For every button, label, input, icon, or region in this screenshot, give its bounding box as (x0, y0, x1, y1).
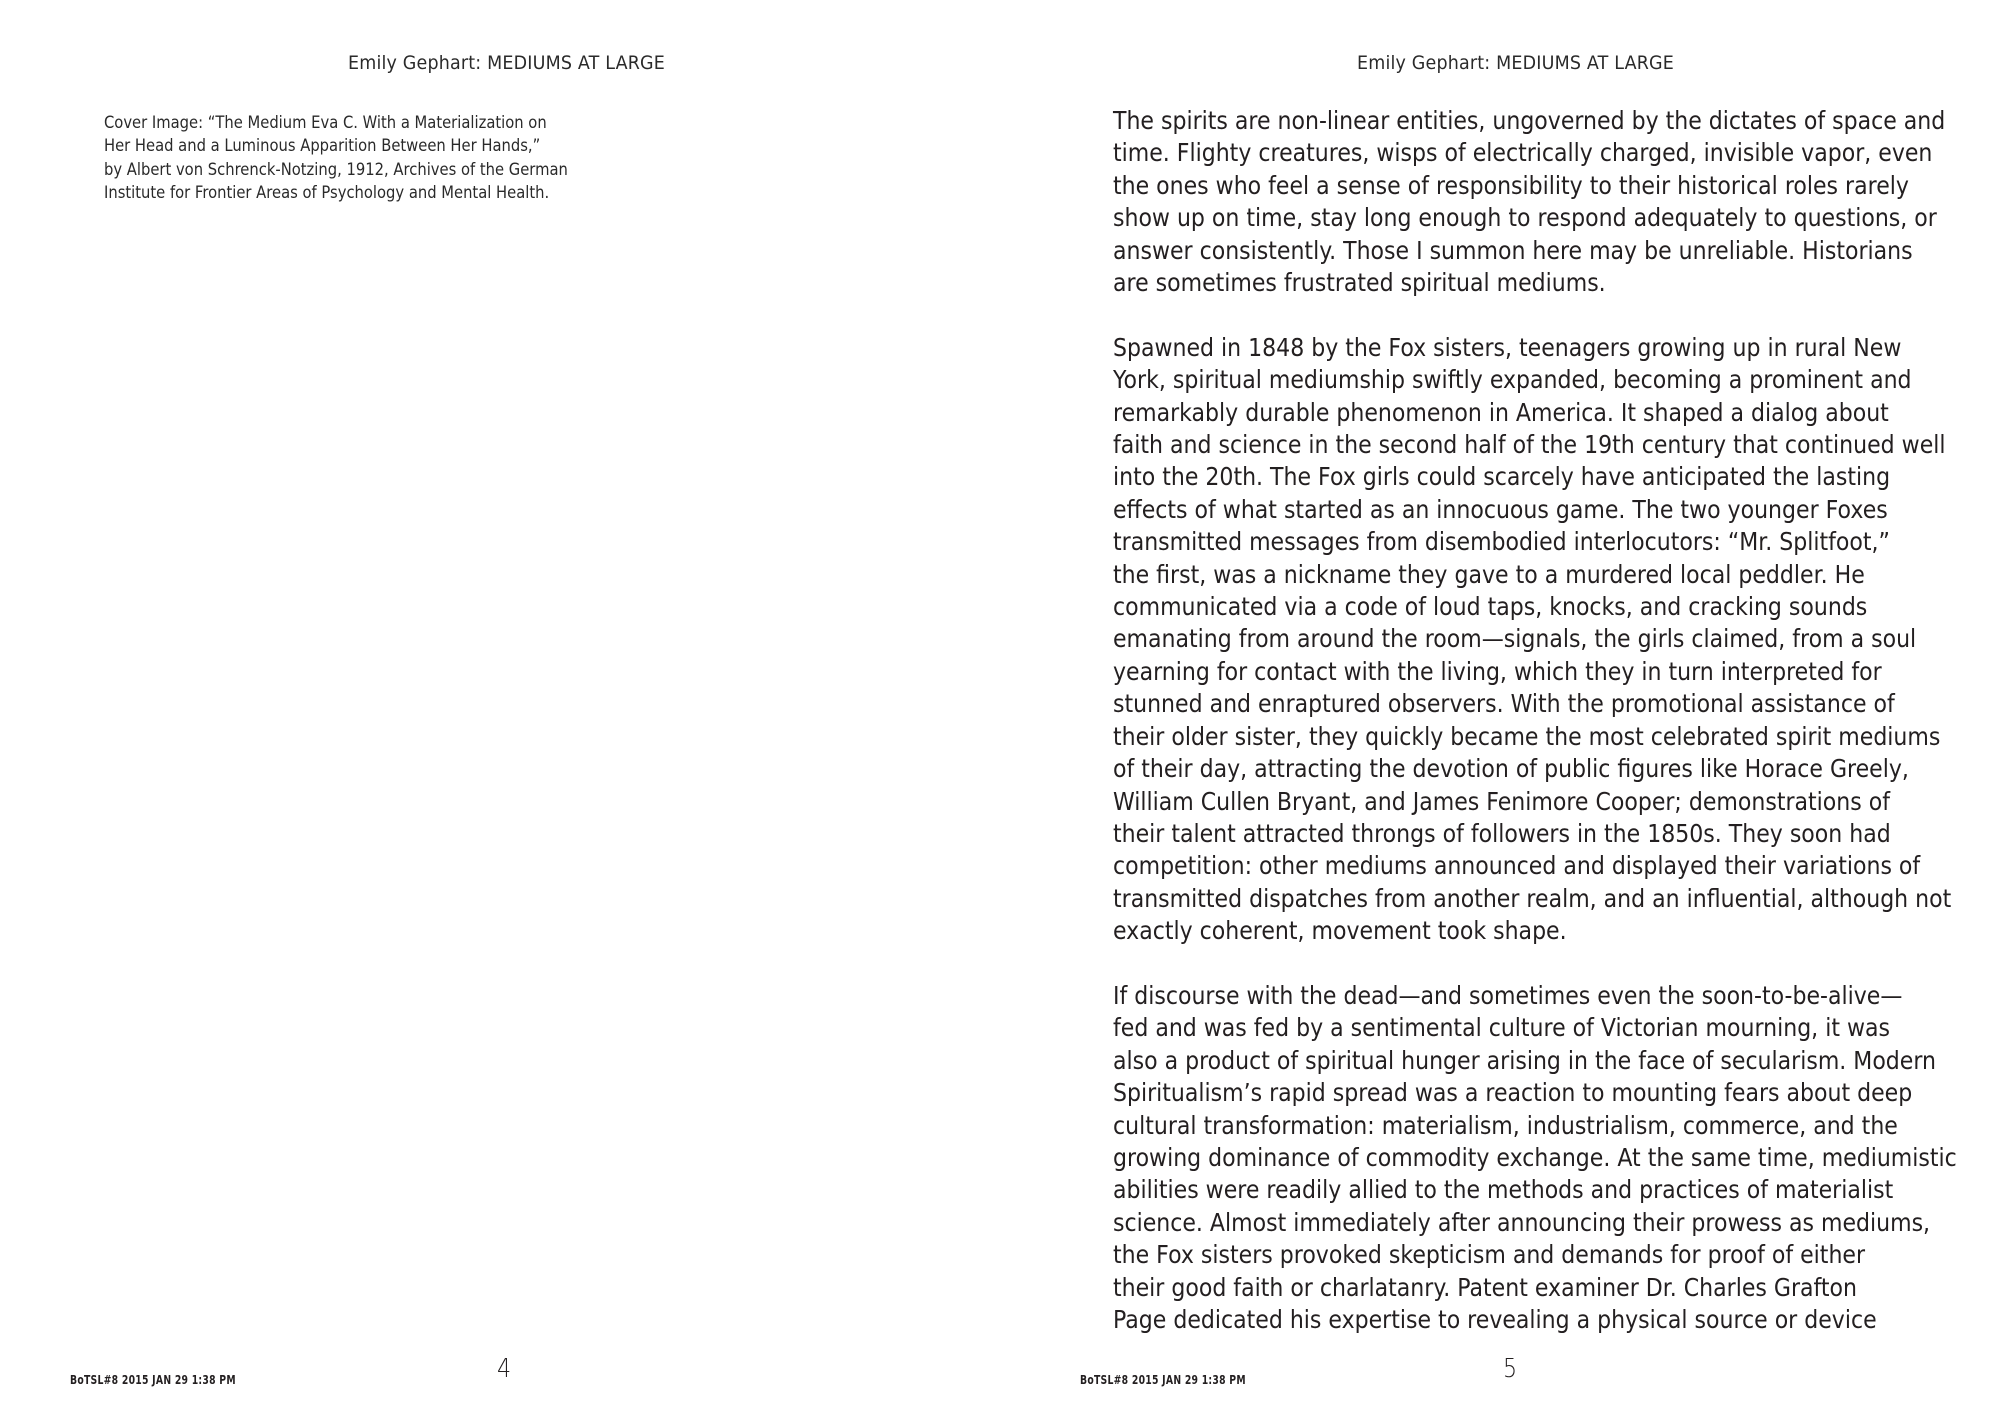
text-line: science. Almost immediately after announcing their prowess as mediums, (1113, 1207, 1931, 1237)
text-line: the Fox sisters provoked skepticism and demands for proof of either (1113, 1240, 1866, 1270)
text-line: The spirits are non-linear entities, ungoverned by the dictates of space and (1113, 106, 1946, 135)
caption-line: by Albert von Schrenck-Notzing, 1912, Archives of the German (104, 159, 568, 179)
text-line: answer consistently. Those I summon here may be unreliable. Historians (1113, 235, 1913, 265)
text-line: exactly coherent, movement took shape. (1113, 916, 1567, 946)
paragraph-1 (1113, 105, 1946, 299)
paragraph-3 (1113, 980, 1957, 1336)
text-line: cultural transformation: materialism, industrialism, commerce, and the (1113, 1110, 1898, 1140)
text-line: William Cullen Bryant, and James Fenimore Cooper; demonstrations of (1113, 786, 1890, 816)
cover-image-caption (104, 111, 608, 204)
caption-line: Cover Image: “The Medium Eva C. With a Materialization on (104, 113, 547, 132)
text-line: their talent attracted throngs of followers in the 1850s. They soon had (1113, 818, 1891, 848)
text-line: their good faith or charlatanry. Patent examiner Dr. Charles Grafton (1113, 1272, 1857, 1302)
text-line: yearning for contact with the living, which they in turn interpreted for (1113, 656, 1882, 686)
text-line: communicated via a code of loud taps, knocks, and cracking sounds (1113, 592, 1868, 622)
paragraph-2 (1113, 332, 1952, 948)
text-line: stunned and enraptured observers. With the promotional assistance of (1113, 689, 1895, 719)
right-page (1000, 0, 2000, 1424)
running-header-right: Emily Gephart: MEDIUMS AT LARGE (1357, 52, 1675, 74)
text-line: If discourse with the dead—and sometimes even the soon-to-be-alive— (1113, 980, 1903, 1010)
print-slug-right: BoTSL#8 2015 JAN 29 1:38 PM (1080, 1372, 1246, 1387)
text-line: abilities were readily allied to the methods and practices of materialist (1113, 1175, 1894, 1205)
text-line: Spawned in 1848 by the Fox sisters, teenagers growing up in rural New (1113, 332, 1902, 362)
text-line: fed and was fed by a sentimental culture of Victorian mourning, it was (1113, 1013, 1890, 1043)
text-line: time. Flighty creatures, wisps of electrically charged, invisible vapor, even (1113, 138, 1933, 168)
text-line: the ones who feel a sense of responsibility to their historical roles rarely (1113, 170, 1909, 200)
text-line: into the 20th. The Fox girls could scarcely have anticipated the lasting (1113, 462, 1891, 492)
page-number-left: 4 (497, 1354, 512, 1384)
text-line: Spiritualism’s rapid spread was a reaction to mounting fears about deep (1113, 1078, 1913, 1108)
text-line: faith and science in the second half of the 19th century that continued well (1113, 430, 1946, 460)
running-header-left: Emily Gephart: MEDIUMS AT LARGE (348, 52, 666, 74)
text-line: show up on time, stay long enough to respond adequately to questions, or (1113, 203, 1937, 233)
text-line: the first, was a nickname they gave to a murdered local peddler. He (1113, 559, 1865, 589)
text-line: emanating from around the room—signals, the girls claimed, from a soul (1113, 624, 1917, 654)
text-line: their older sister, they quickly became the most celebrated spirit mediums (1113, 721, 1941, 751)
body-text (1113, 105, 1957, 1369)
text-line: York, spiritual mediumship swiftly expanded, becoming a prominent and (1113, 365, 1912, 395)
text-line: are sometimes frustrated spiritual mediums. (1113, 268, 1606, 298)
text-line: transmitted messages from disembodied interlocutors: “Mr. Splitfoot,” (1113, 527, 1890, 557)
caption-line: Institute for Frontier Areas of Psychology and Mental Health. (104, 182, 550, 202)
text-line: transmitted dispatches from another realm, and an influential, although not (1113, 883, 1952, 913)
text-line: effects of what started as an innocuous game. The two younger Foxes (1113, 494, 1888, 524)
text-line: growing dominance of commodity exchange. At the same time, mediumistic (1113, 1142, 1957, 1172)
text-line: competition: other mediums announced and displayed their variations of (1113, 851, 1921, 881)
text-line: remarkably durable phenomenon in America. It shaped a dialog about (1113, 397, 1889, 427)
print-slug-left: BoTSL#8 2015 JAN 29 1:38 PM (70, 1372, 236, 1387)
text-line: Page dedicated his expertise to revealing a physical source or device (1113, 1305, 1877, 1334)
text-line: of their day, attracting the devotion of public figures like Horace Greely, (1113, 754, 1909, 784)
caption-line: Her Head and a Luminous Apparition Between Her Hands,” (104, 136, 541, 156)
page-number-right: 5 (1503, 1354, 1518, 1384)
text-line: also a product of spiritual hunger arising in the face of secularism. Modern (1113, 1045, 1936, 1075)
